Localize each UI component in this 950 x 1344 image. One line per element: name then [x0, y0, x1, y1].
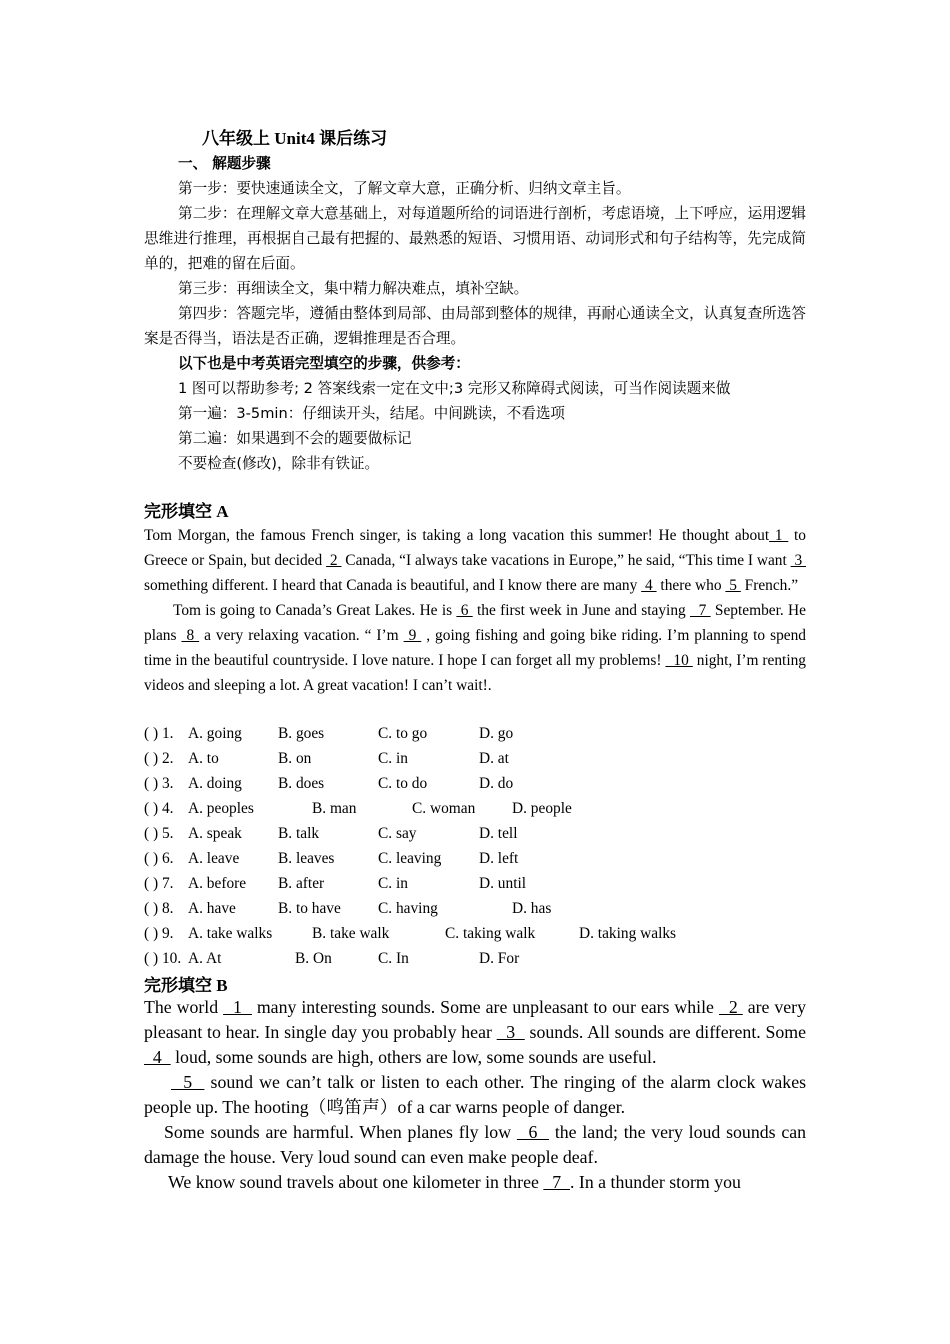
option-c: C. in [378, 875, 408, 892]
option-a: A. peoples [188, 800, 254, 817]
option-a: A. doing [188, 775, 242, 792]
question-list-a [144, 721, 806, 971]
question-row [144, 896, 806, 921]
passage-text: sounds. All sounds are different. Some [524, 1022, 806, 1042]
passage-text: are very pleasant to hear. In single day you probably hear [144, 997, 806, 1042]
blank-3: 3 [790, 552, 807, 569]
tip-2: 第一遍：3-5min：仔细读开头，结尾。中间跳读，不看选项 [178, 405, 566, 422]
question-row [144, 871, 806, 896]
option-d: D. has [512, 900, 552, 917]
option-d: D. tell [479, 825, 518, 842]
option-d: D. go [479, 725, 514, 742]
blank-6: 6 [456, 602, 473, 619]
passage-text: Canada, “I always take vacations in Europe,” he said, “This time I want [341, 552, 791, 569]
option-c: C. in [378, 750, 408, 767]
step-3: 第三步：再细读全文，集中精力解决难点，填补空缺。 [178, 280, 529, 297]
question-row [144, 821, 806, 846]
option-b: B. to have [278, 900, 341, 917]
option-a: A. have [188, 900, 236, 917]
option-d: D. until [479, 875, 527, 892]
blank-8: 8 [181, 627, 200, 644]
option-c: C. woman [412, 800, 476, 817]
solving-steps [144, 151, 806, 476]
option-b: B. talk [278, 825, 320, 842]
option-b: B. leaves [278, 850, 335, 867]
option-c: C. having [378, 900, 438, 917]
blank-2: 2 [718, 997, 743, 1017]
tip-3: 第二遍：如果遇到不会的题要做标记 [178, 430, 412, 447]
option-b: B. take walk [312, 925, 390, 942]
tip-4: 不要检查(修改)，除非有铁证。 [178, 455, 380, 472]
option-c: C. taking walk [445, 925, 536, 942]
passage-text: something different. I heard that Canada is beautiful, and I know there are many [144, 577, 642, 594]
question-number: ( ) 2. [144, 750, 174, 767]
passage-b-paragraph-4 [144, 1170, 806, 1195]
passage-a [144, 523, 806, 698]
option-b: B. on [278, 750, 312, 767]
step-4: 第四步：答题完毕，遵循由整体到局部、由局部到整体的规律，再耐心通读全文，认真复查所选答案是否得当，语法是否正确，逻辑推理是否合理。 [144, 305, 806, 347]
blank-2: 2 [326, 552, 342, 569]
question-number: ( ) 8. [144, 900, 174, 917]
blank-7: 7 [543, 1172, 571, 1192]
blank-7: 7 [690, 602, 711, 619]
passage-text: sound we can’t talk or listen to each other. The ringing of the alarm clock wakes people up. The hooting（鸣笛声）of a car warns people of danger. [144, 1072, 806, 1117]
question-number: ( ) 5. [144, 825, 174, 842]
passage-text: September. He plans [144, 602, 806, 644]
option-c: C. to do [378, 775, 428, 792]
blank-5: 5 [171, 1072, 205, 1092]
option-a: A. before [188, 875, 247, 892]
passage-a-paragraph-2 [144, 598, 806, 698]
option-d: D. do [479, 775, 514, 792]
steps-heading: 一、 解题步骤 [178, 155, 271, 172]
section-b-heading: 完形填空 B [144, 976, 228, 995]
passage-text: a very relaxing vacation. “ I’m [199, 627, 404, 644]
option-a: A. to [188, 750, 219, 767]
page-title: 八年级上 Unit4 课后练习 [202, 129, 388, 148]
question-number: ( ) 4. [144, 800, 174, 817]
blank-9: 9 [403, 627, 422, 644]
tips-heading: 以下也是中考英语完型填空的步骤，供参考： [178, 355, 470, 372]
question-row [144, 721, 806, 746]
option-a: A. going [188, 725, 242, 742]
option-a: A. take walks [188, 925, 273, 942]
passage-text: French.” [740, 577, 799, 594]
passage-b-paragraph-2 [144, 1070, 806, 1120]
option-c: C. say [378, 825, 417, 842]
passage-text: there who [656, 577, 726, 594]
passage-text: Some sounds are harmful. When planes fly low [164, 1122, 517, 1142]
option-d: D. left [479, 850, 519, 867]
question-row [144, 746, 806, 771]
blank-10: 10 [665, 652, 693, 669]
question-row [144, 846, 806, 871]
option-d: D. taking walks [579, 925, 677, 942]
blank-4: 4 [641, 577, 657, 594]
blank-6: 6 [516, 1122, 550, 1142]
passage-b-paragraph-1 [144, 995, 806, 1070]
option-b: B. after [278, 875, 325, 892]
passage-text: loud, some sounds are high, others are low, some sounds are useful. [170, 1047, 657, 1067]
passage-text: the first week in June and staying [472, 602, 691, 619]
question-row [144, 946, 806, 971]
passage-text: . In a thunder storm you [570, 1172, 741, 1192]
blank-1: 1 [223, 997, 252, 1017]
passage-b [144, 995, 806, 1195]
option-d: D. For [479, 950, 520, 967]
option-b: B. does [278, 775, 325, 792]
blank-3: 3 [496, 1022, 525, 1042]
question-number: ( ) 7. [144, 875, 174, 892]
passage-b-paragraph-3 [144, 1120, 806, 1170]
passage-text: night, I’m renting videos and sleeping a lot. A great vacation! I can’t wait!. [144, 652, 807, 694]
option-a: A. leave [188, 850, 240, 867]
tip-1: 1 图可以帮助参考; 2 答案线索一定在文中;3 完形又称障碍式阅读，可当作阅读题来做 [178, 380, 731, 397]
passage-a-paragraph-1 [144, 523, 806, 598]
option-d: D. at [479, 750, 509, 767]
passage-text: Tom Morgan, the famous French singer, is taking a long vacation this summer! He thought about [144, 527, 770, 544]
question-number: ( ) 1. [144, 725, 174, 742]
option-c: C. to go [378, 725, 428, 742]
option-a: A. speak [188, 825, 242, 842]
blank-4: 4 [144, 1047, 171, 1067]
question-row [144, 771, 806, 796]
question-row [144, 796, 806, 821]
option-c: C. leaving [378, 850, 442, 867]
blank-1: 1 [769, 527, 789, 544]
option-c: C. In [378, 950, 409, 967]
passage-text: We know sound travels about one kilometer in three [168, 1172, 544, 1192]
passage-text: Tom is going to Canada’s Great Lakes. He is [173, 602, 457, 619]
section-a-heading: 完形填空 A [144, 502, 229, 521]
option-b: B. On [295, 950, 332, 967]
passage-text: the land; the very loud sounds can damage the house. Very loud sound can even make people deaf. [144, 1122, 807, 1167]
passage-text: , going fishing and going bike riding. I’m planning to spend time in the beautiful countryside. I love nature. I hope I can forget all my problems! [144, 627, 806, 669]
question-number: ( ) 9. [144, 925, 174, 942]
blank-5: 5 [725, 577, 741, 594]
option-b: B. man [312, 800, 357, 817]
step-2: 第二步：在理解文章大意基础上，对每道题所给的词语进行剖析，考虑语境，上下呼应，运用逻辑思维进行推理，再根据自己最有把握的、最熟悉的短语、习惯用语、动词形式和句子结构等，先完成简单的，把难的留在后面。 [144, 205, 806, 272]
question-number: ( ) 10. [144, 950, 182, 967]
passage-text: to Greece or Spain, but decided [144, 527, 806, 569]
question-number: ( ) 6. [144, 850, 174, 867]
question-number: ( ) 3. [144, 775, 174, 792]
option-d: D. people [512, 800, 572, 817]
step-1: 第一步：要快速通读全文，了解文章大意，正确分析、归纳文章主旨。 [178, 180, 631, 197]
passage-text: many interesting sounds. Some are unpleasant to our ears while [251, 997, 719, 1017]
passage-text: The world [144, 997, 224, 1017]
option-b: B. goes [278, 725, 325, 742]
question-row [144, 921, 806, 946]
option-a: A. At [188, 950, 222, 967]
